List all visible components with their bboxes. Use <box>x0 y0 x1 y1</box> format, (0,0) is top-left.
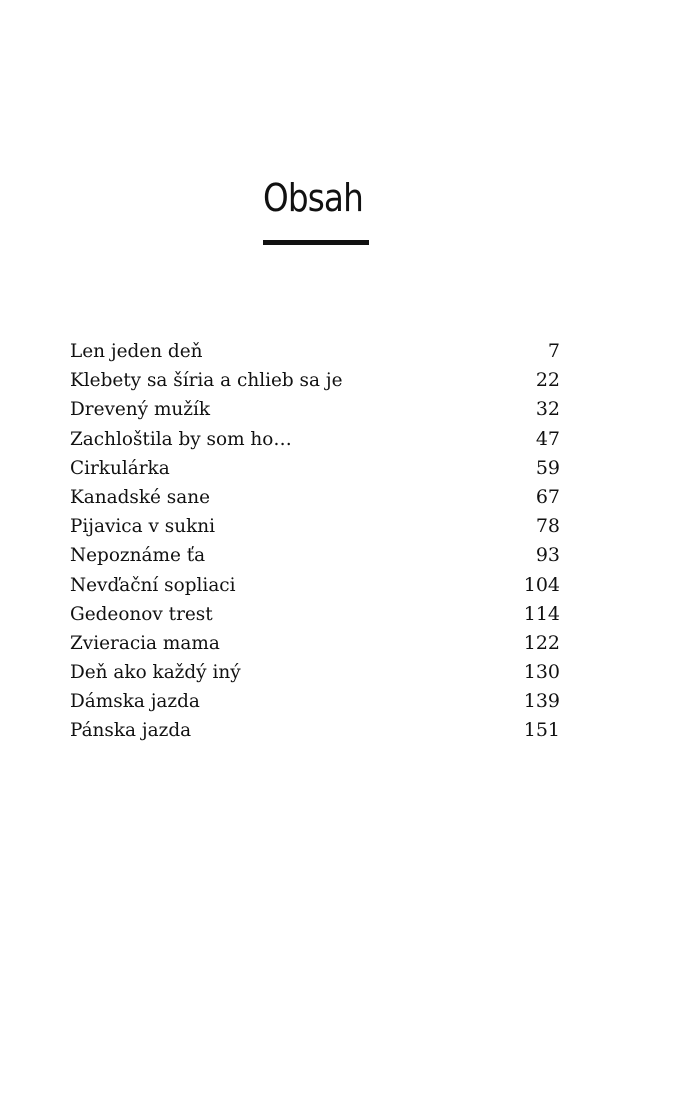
toc-entry-title: Kanadské sane <box>70 485 211 508</box>
table-of-contents <box>70 337 560 746</box>
toc-entry-title: Pánska jazda <box>70 719 192 742</box>
toc-entry <box>70 541 560 570</box>
toc-entry-title: Cirkulárka <box>70 456 170 479</box>
toc-entry <box>70 629 560 658</box>
toc-entry-title: Zachloštila by som ho… <box>70 427 292 450</box>
toc-entry-page: 104 <box>523 573 560 596</box>
toc-entry-title: Nepoznáme ťa <box>70 544 206 567</box>
toc-entry-page: 139 <box>523 690 560 713</box>
toc-entry <box>70 716 560 745</box>
toc-entry <box>70 658 560 687</box>
toc-entry-page: 67 <box>535 485 560 508</box>
toc-entry <box>70 600 560 629</box>
toc-entry <box>70 395 560 424</box>
page-title: Obsah <box>263 176 363 220</box>
toc-entry-page: 122 <box>523 631 560 654</box>
toc-entry-page: 78 <box>535 515 560 538</box>
toc-entry-page: 32 <box>535 398 560 421</box>
toc-entry <box>70 571 560 600</box>
toc-entry-page: 151 <box>523 719 560 742</box>
toc-entry-page: 93 <box>535 544 560 567</box>
toc-entry-title: Deň ako každý iný <box>70 661 241 684</box>
toc-entry-title: Nevďační sopliaci <box>70 573 236 596</box>
toc-entry-page: 114 <box>523 602 560 625</box>
toc-entry <box>70 366 560 395</box>
toc-entry <box>70 425 560 454</box>
toc-entry-title: Zvieracia mama <box>70 631 220 654</box>
toc-entry-title: Len jeden deň <box>70 340 203 362</box>
toc-entry <box>70 687 560 716</box>
toc-entry-page: 7 <box>547 340 560 362</box>
toc-entry-title: Pijavica v sukni <box>70 515 216 538</box>
toc-entry <box>70 337 560 366</box>
toc-entry-page: 47 <box>535 427 560 450</box>
toc-entry-title: Dámska jazda <box>70 690 200 713</box>
toc-entry <box>70 483 560 512</box>
title-underline <box>263 240 369 245</box>
toc-entry-page: 130 <box>523 661 560 684</box>
toc-entry-page: 59 <box>535 456 560 479</box>
toc-entry-title: Klebety sa šíria a chlieb sa je <box>70 369 343 392</box>
toc-entry <box>70 512 560 541</box>
toc-entry-page: 22 <box>535 369 560 392</box>
toc-entry-title: Gedeonov trest <box>70 602 213 625</box>
toc-entry <box>70 454 560 483</box>
toc-entry-title: Drevený mužík <box>70 398 211 421</box>
